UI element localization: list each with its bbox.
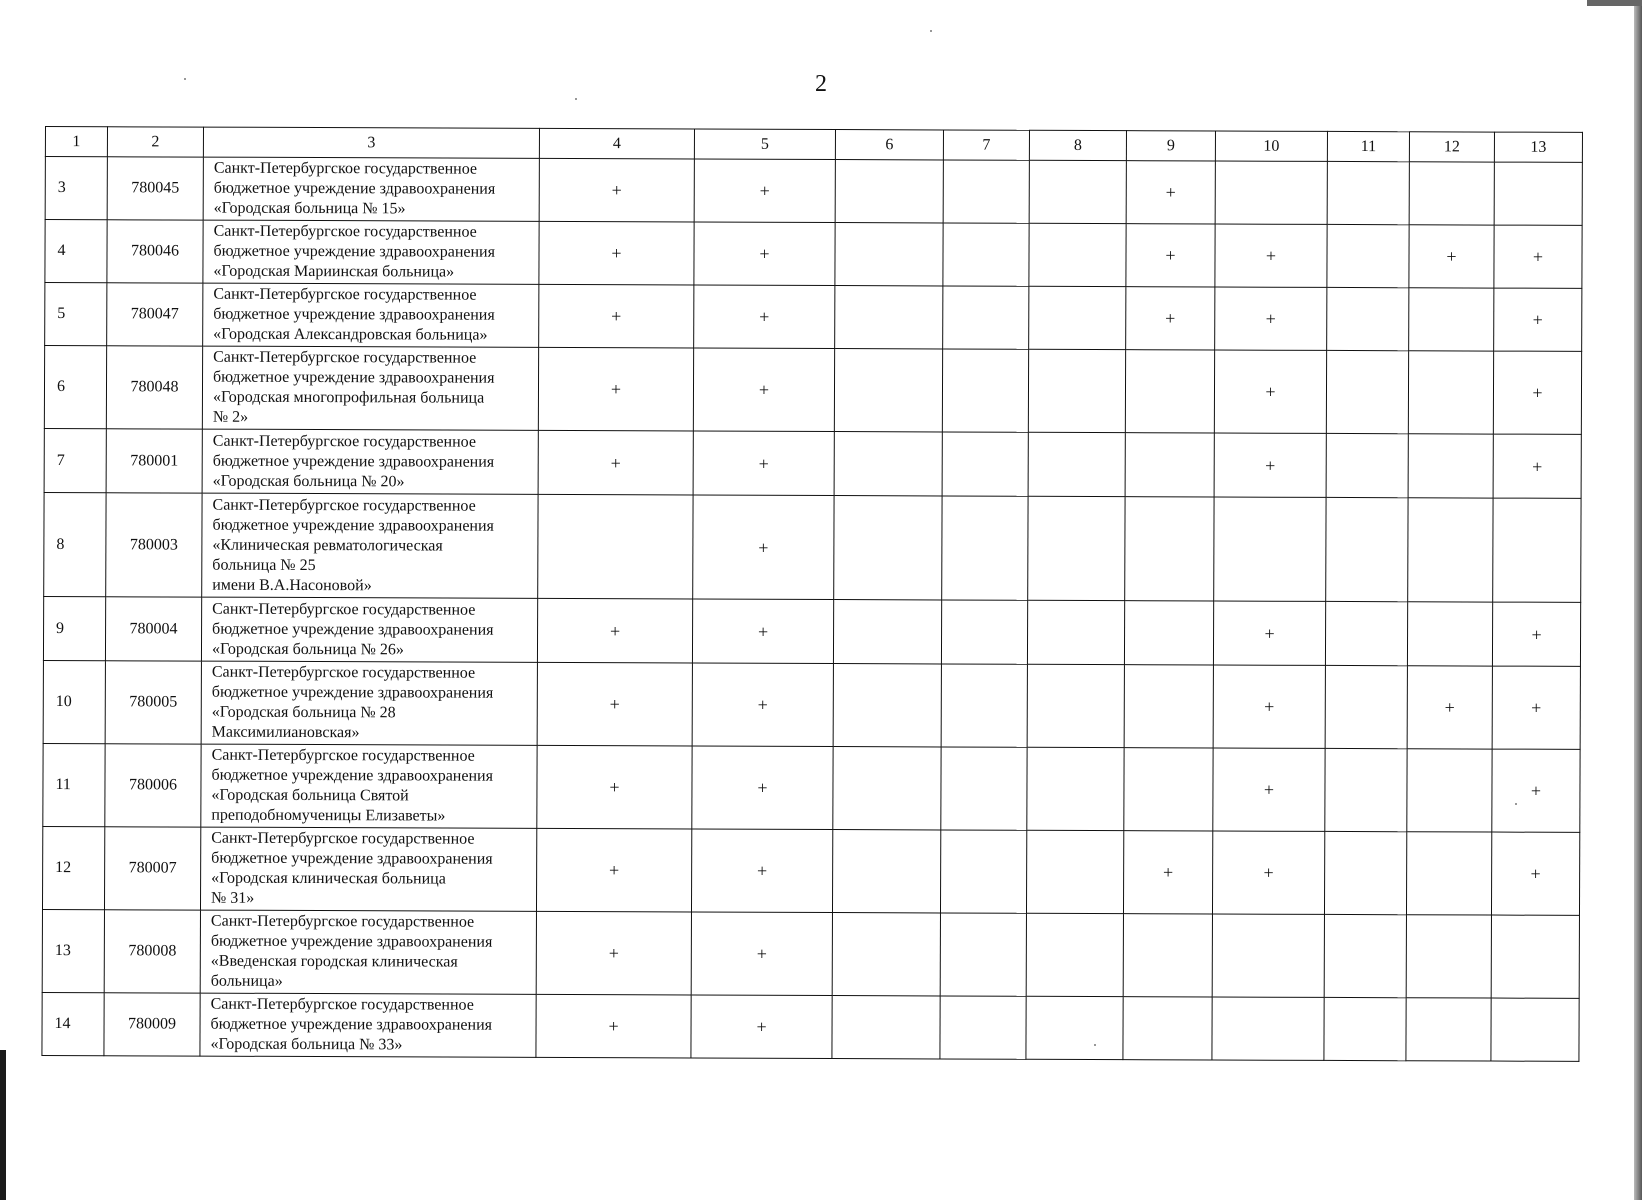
institution-name [201,744,537,828]
institution-code: 780045 [107,157,203,220]
institution-name-line: бюджетное учреждение здравоохранения [211,683,494,702]
mark-cell-col-7 [940,913,1026,996]
institution-name [201,661,537,745]
institution-name-line: бюджетное учреждение здравоохранения [212,620,494,639]
institution-name-line: «Городская больница № 15» [213,199,406,218]
mark-cell-col-8 [1028,349,1125,432]
mark-cell-col-4: + [536,994,691,1058]
row-number: 11 [43,743,105,826]
mark-cell-col-8 [1027,664,1124,747]
mark-cell-col-12 [1407,602,1492,666]
institution-name-line: № 31» [211,889,255,907]
mark-cell-col-9 [1124,665,1213,748]
mark-cell-col-9 [1124,748,1213,831]
column-number-header: 6 [835,130,943,160]
mark-cell-col-6 [835,286,943,349]
page-number: 2 [815,71,827,97]
row-number: 5 [45,283,107,346]
institution-code: 780004 [105,597,201,661]
mark-cell-col-11 [1325,665,1407,748]
institution-name [201,597,537,662]
mark-cell-col-5: + [691,995,832,1059]
mark-cell-col-12 [1409,288,1494,351]
institution-name-line: Санкт-Петербургское государственное [211,663,476,682]
institution-name [200,993,536,1057]
mark-cell-col-7 [943,223,1029,286]
mark-cell-col-12: + [1409,225,1494,288]
institution-name-line: «Городская больница № 26» [211,640,404,658]
institution-name-line: «Городская больница № 28 [211,703,396,722]
column-number-header: 7 [943,130,1029,160]
mark-cell-col-5: + [692,599,833,664]
mark-cell-col-9: + [1126,161,1215,224]
institution-code: 780005 [105,661,201,744]
institution-name [202,493,538,598]
institution-name-line: Максимилиановская» [211,723,360,742]
mark-cell-col-10: + [1214,433,1326,497]
mark-cell-col-4: + [538,347,693,431]
mark-cell-col-6 [832,996,940,1059]
institution-name-line: Санкт-Петербургское государственное [211,746,475,765]
mark-cell-col-9: + [1126,287,1215,350]
table-row [43,660,1580,749]
mark-cell-col-11 [1324,997,1406,1060]
mark-cell-col-12 [1408,351,1493,434]
row-number: 4 [45,220,107,283]
mark-cell-col-12 [1406,998,1491,1061]
table-row [44,346,1581,435]
mark-cell-col-6 [832,913,940,996]
institution-name-line: Санкт-Петербургское государственное [212,496,476,515]
institution-name-line: бюджетное учреждение здравоохранения [211,766,494,785]
mark-cell-col-4: + [539,158,694,222]
mark-cell-col-7 [943,286,1029,349]
mark-cell-col-4: + [537,745,692,829]
institution-name [202,346,538,430]
mark-cell-col-5: + [691,829,832,913]
mark-cell-col-10 [1212,997,1324,1060]
institution-name-line: «Введенская городская клиническая [210,952,458,971]
table-row [42,909,1579,998]
scan-edge-right-top [1587,0,1642,6]
table-row [45,157,1582,226]
mark-cell-col-12 [1406,915,1491,998]
mark-cell-col-7 [942,496,1028,600]
mark-cell-col-7 [940,830,1026,913]
mark-cell-col-9: + [1126,224,1215,287]
institution-name-line: бюджетное учреждение здравоохранения [212,516,494,535]
mark-cell-col-10 [1215,161,1327,224]
mark-cell-col-5: + [692,746,833,830]
institution-name-line: «Городская больница Святой [211,786,409,805]
mark-cell-col-10: + [1214,350,1326,433]
column-number-header: 11 [1327,131,1409,161]
mark-cell-col-5: + [692,663,833,747]
mark-cell-col-12 [1409,162,1494,225]
institution-name-line: бюджетное учреждение здравоохранения [213,368,495,387]
mark-cell-col-8 [1026,830,1123,913]
institution-name-line: «Городская больница № 20» [212,472,405,490]
mark-cell-col-8 [1028,432,1125,496]
mark-cell-col-6 [833,600,941,664]
mark-cell-col-9 [1125,350,1214,433]
institution-name-line: Санкт-Петербургское государственное [213,285,477,304]
mark-cell-col-8 [1029,223,1126,286]
institution-name [203,220,539,284]
institution-code: 780047 [107,283,203,346]
column-number-header: 13 [1494,132,1582,162]
institution-name-line: «Городская Александровская больница» [213,325,488,344]
table-row [45,220,1582,289]
mark-cell-col-5: + [693,495,834,600]
mark-cell-col-7 [940,996,1026,1059]
institution-name [203,283,539,347]
institution-code: 780008 [104,910,200,993]
row-number: 6 [44,346,106,429]
mark-cell-col-6 [835,160,943,223]
mark-cell-col-5: + [693,431,834,496]
column-number-header: 4 [539,128,694,159]
institution-code: 780006 [105,744,201,827]
mark-cell-col-11 [1326,497,1408,601]
mark-cell-col-7 [941,600,1027,664]
mark-cell-col-13: + [1492,749,1580,832]
mark-cell-col-8 [1028,496,1125,600]
mark-cell-col-10 [1214,497,1326,601]
institution-name-line: больница» [210,972,283,990]
row-number: 10 [43,660,105,743]
mark-cell-col-13: + [1494,225,1582,288]
mark-cell-col-9: + [1123,831,1212,914]
mark-cell-col-13: + [1493,434,1581,498]
institution-code: 780003 [106,493,202,597]
mark-cell-col-4: + [538,430,693,495]
mark-cell-col-9 [1125,433,1214,497]
scan-edge-left [0,1050,6,1200]
mark-cell-col-11 [1326,433,1408,497]
mark-cell-col-12: + [1407,666,1492,749]
scan-speck [1094,1044,1096,1046]
mark-cell-col-8 [1026,996,1123,1059]
mark-cell-col-11 [1327,161,1409,224]
mark-cell-col-13: + [1491,832,1579,915]
row-number: 14 [42,992,104,1055]
mark-cell-col-5: + [694,285,835,349]
scan-edge-right [1634,0,1642,1200]
mark-cell-col-13: + [1494,288,1582,351]
scan-speck [1515,803,1517,805]
mark-cell-col-4: + [536,828,691,912]
mark-cell-col-10: + [1215,224,1327,287]
mark-cell-col-7 [942,349,1028,432]
row-number: 9 [43,596,105,660]
institution-code: 780009 [104,993,200,1056]
mark-cell-col-8 [1027,747,1124,830]
institution-name-line: имени В.А.Насоновой» [212,576,372,594]
mark-cell-col-10: + [1213,748,1325,831]
institution-name-line: бюджетное учреждение здравоохранения [210,932,493,951]
mark-cell-col-12 [1406,832,1491,915]
institution-name-line: «Городская больница № 33» [210,1035,403,1054]
table-row [43,596,1580,666]
column-number-header: 8 [1029,130,1126,160]
institution-name-line: бюджетное учреждение здравоохранения [213,242,496,261]
institution-name-line: Санкт-Петербургское государственное [210,995,474,1014]
scan-speck [575,98,577,100]
institution-code: 780048 [106,346,202,429]
mark-cell-col-10: + [1213,665,1325,748]
institution-name-line: № 2» [212,408,249,426]
mark-cell-col-8 [1029,160,1126,223]
table-row [44,428,1581,498]
institution-name-line: Санкт-Петербургское государственное [213,159,478,178]
column-number-header: 3 [203,127,539,158]
row-number: 3 [45,157,107,220]
row-number: 7 [44,428,106,492]
table-row [43,743,1580,832]
mark-cell-col-13 [1494,162,1582,225]
institution-name [203,157,539,221]
mark-cell-col-13 [1491,915,1579,998]
mark-cell-col-12 [1408,498,1493,602]
mark-cell-col-6 [832,830,940,913]
institution-code: 780001 [106,429,202,493]
institution-name-line: «Городская Мариинская больница» [213,262,455,281]
mark-cell-col-11 [1327,287,1409,350]
mark-cell-col-10 [1212,914,1324,997]
column-number-header: 1 [45,127,107,157]
mark-cell-col-11 [1325,748,1407,831]
institution-name-line: бюджетное учреждение здравоохранения [213,179,496,198]
row-number: 13 [42,909,104,992]
mark-cell-col-5: + [694,159,835,223]
mark-cell-col-4: + [537,662,692,746]
mark-cell-col-6 [834,432,942,496]
table-row [42,992,1579,1061]
table-row [44,492,1581,602]
mark-cell-col-13: + [1492,602,1580,666]
mark-cell-col-9 [1124,601,1213,665]
institution-name-line: «Городская клиническая больница [211,869,446,888]
mark-cell-col-8 [1029,286,1126,349]
mark-cell-col-5: + [694,222,835,286]
mark-cell-col-13: + [1493,351,1581,434]
mark-cell-col-13 [1491,998,1579,1061]
institution-code: 780046 [107,220,203,283]
mark-cell-col-5: + [693,348,834,432]
column-number-header: 2 [107,127,203,157]
table-row [42,826,1579,915]
institution-name-line: преподобномученицы Елизаветы» [211,806,446,825]
mark-cell-col-4: + [539,221,694,285]
institution-name-line: бюджетное учреждение здравоохранения [210,1015,493,1034]
institution-name-line: Санкт-Петербургское государственное [213,222,477,241]
mark-cell-col-7 [941,664,1027,747]
institution-name [200,910,536,994]
institution-name-line: бюджетное учреждение здравоохранения [212,452,495,471]
institution-name-line: Санкт-Петербургское государственное [212,600,476,619]
institution-name [200,827,536,911]
mark-cell-col-11 [1324,914,1406,997]
institution-name-line: «Городская многопрофильная больница [212,388,485,407]
mark-cell-col-10: + [1215,287,1327,350]
mark-cell-col-8 [1027,600,1124,664]
mark-cell-col-12 [1407,749,1492,832]
mark-cell-col-6 [834,349,942,432]
scan-speck [184,78,186,80]
column-number-header: 10 [1215,131,1327,161]
institution-name-line: Санкт-Петербургское государственное [213,348,477,367]
mark-cell-col-4 [538,494,693,599]
institution-name-line: Санкт-Петербургское государственное [210,912,475,931]
mark-cell-col-10: + [1213,601,1325,665]
mark-cell-col-7 [943,160,1029,223]
mark-cell-col-9 [1123,914,1212,997]
mark-cell-col-9 [1123,997,1212,1060]
mark-cell-col-11 [1324,831,1406,914]
mark-cell-col-13: + [1492,666,1580,749]
institution-name-line: бюджетное учреждение здравоохранения [213,305,495,324]
institution-name [202,429,538,494]
mark-cell-col-7 [941,747,1027,830]
mark-cell-col-4: + [539,284,694,348]
row-number: 12 [42,826,104,909]
mark-cell-col-6 [833,747,941,830]
mark-cell-col-11 [1325,601,1407,665]
column-number-header: 12 [1409,132,1494,162]
mark-cell-col-13 [1493,498,1581,602]
mark-cell-col-6 [834,496,942,600]
mark-cell-col-5: + [691,912,832,996]
hospital-register-table [41,126,1583,1062]
mark-cell-col-11 [1327,224,1409,287]
column-number-header: 5 [694,129,835,160]
mark-cell-col-12 [1408,434,1493,498]
row-number: 8 [44,492,106,596]
institution-name-line: больница № 25 [212,556,316,574]
mark-cell-col-8 [1026,913,1123,996]
institution-name-line: Санкт-Петербургское государственное [212,432,477,451]
mark-cell-col-11 [1326,350,1408,433]
institution-name-line: «Клиническая ревматологическая [212,536,443,555]
mark-cell-col-6 [835,223,943,286]
column-number-header: 9 [1126,131,1215,161]
mark-cell-col-10: + [1212,831,1324,914]
scan-speck [930,30,932,32]
mark-cell-col-9 [1125,497,1214,601]
mark-cell-col-7 [942,432,1028,496]
institution-name-line: бюджетное учреждение здравоохранения [211,849,493,868]
mark-cell-col-4: + [537,598,692,663]
mark-cell-col-6 [833,664,941,747]
mark-cell-col-4: + [536,911,691,995]
institution-code: 780007 [104,827,200,910]
institution-name-line: Санкт-Петербургское государственное [211,829,475,848]
table-row [45,283,1582,352]
